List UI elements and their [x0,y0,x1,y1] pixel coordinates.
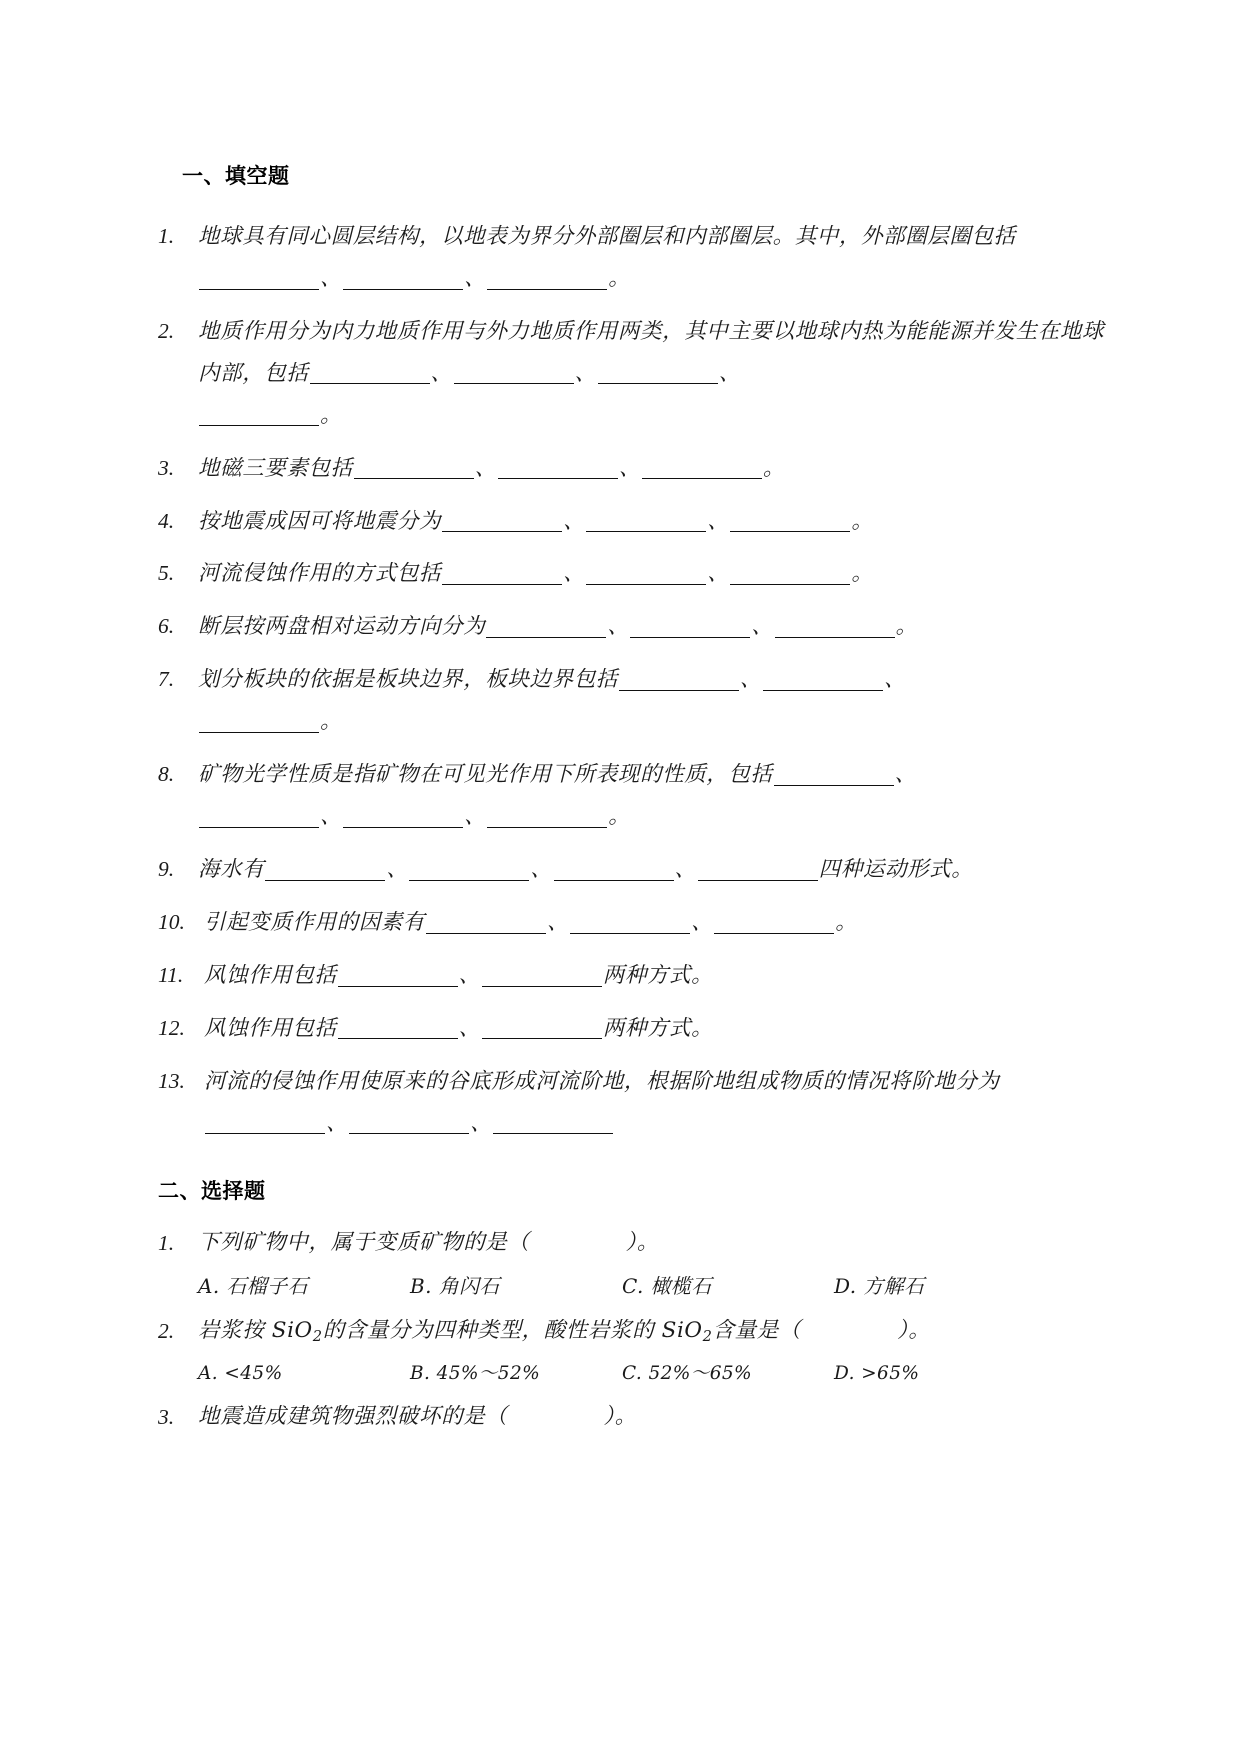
text-run: 、 [574,360,597,386]
option-d[interactable] [834,1356,919,1391]
text-run: 、 [458,1015,481,1041]
option-label: B. [410,1274,432,1299]
item-text [198,659,1108,743]
item-number: 3. [158,1405,175,1430]
text-run: 。 [608,265,631,291]
answer-blank[interactable] [409,857,529,881]
option-label: D. [834,1274,857,1299]
answer-blank[interactable] [730,509,850,533]
option-row [198,1356,1108,1391]
item-text [198,606,1108,648]
item-number: 8. [158,762,175,787]
answer-blank[interactable] [698,857,818,881]
fill-in-blank-item [158,311,1108,437]
text-run: 地磁三要素包括 [198,455,353,481]
text-run: 划分板块的依据是板块边界，板块边界包括 [198,667,618,693]
text-run: 、 [607,614,630,640]
section-heading-multiple-choice: 二、选择题 [158,1178,266,1203]
text-run: 。 [851,561,874,587]
answer-blank[interactable] [482,1016,602,1040]
item-number: 5. [158,561,175,586]
item-number: 2. [158,318,175,343]
answer-blank[interactable] [205,1111,325,1135]
answer-blank[interactable] [349,1111,469,1135]
fill-in-blank-item [158,448,1108,490]
option-text: 52%～65% [648,1363,753,1385]
text-run: 、 [563,561,586,587]
item-number: 1. [158,1230,175,1255]
answer-blank[interactable] [426,910,546,934]
item-text [198,849,1108,891]
option-label: D. [834,1363,855,1385]
item-number: 4. [158,508,175,533]
item-text [204,1008,1108,1050]
answer-blank[interactable] [586,562,706,586]
multiple-choice-item [158,1311,1108,1352]
answer-blank[interactable] [619,667,739,691]
item-number: 10. [158,909,185,934]
answer-blank[interactable] [554,857,674,881]
subscript: 2 [702,1328,713,1346]
answer-parenthesis-space[interactable] [530,1223,626,1264]
text-run: 海水有 [198,856,265,882]
answer-blank[interactable] [199,804,319,828]
document-content [158,160,1108,1442]
fill-in-blank-item [158,902,1108,944]
item-number: 1. [158,224,175,248]
text-run: 河流侵蚀作用的方式包括 [198,561,442,587]
option-text: 石榴子石 [226,1274,308,1299]
text-run: 风蚀作用包括 [204,962,337,988]
text-run: 、 [674,856,697,882]
answer-blank[interactable] [730,562,850,586]
text-run: 断层按两盘相对运动方向分为 [198,614,486,640]
option-label: C. [622,1363,643,1385]
stem-run: ）。 [625,1229,659,1255]
text-run: 、 [707,561,730,587]
text-run: 、 [547,909,570,935]
stem-run: 含量是（ [712,1318,801,1344]
option-label: A. [198,1363,219,1385]
answer-blank[interactable] [774,762,894,786]
answer-blank[interactable] [763,667,883,691]
text-run: 、 [326,1110,349,1136]
item-number: 11. [158,962,184,987]
text-run: 、 [474,455,497,481]
text-run: 地质作用分为内力地质作用与外力地质作用两类，其中主要以地球内热为能能源并发生在地球内部，包括 [198,318,1105,386]
text-run: 、 [751,614,774,640]
answer-blank[interactable] [442,509,562,533]
stem-run: 下列矿物中，属于变质矿物的是（ [198,1229,530,1255]
text-run: 、 [470,1110,493,1136]
answer-blank[interactable] [199,403,319,427]
answer-blank[interactable] [343,266,463,290]
multiple-choice-list [158,1223,1108,1439]
answer-blank[interactable] [642,456,762,480]
option-a[interactable] [198,1356,410,1391]
answer-parenthesis-space[interactable] [801,1311,897,1352]
option-text: 方解石 [863,1274,925,1299]
answer-blank[interactable] [586,509,706,533]
option-a[interactable] [198,1267,410,1305]
text-run: 风蚀作用包括 [204,1015,337,1041]
fill-in-blank-item [158,955,1108,997]
fill-in-blank-item [158,659,1108,743]
text-run: 。 [320,709,343,735]
text-run: 、 [894,762,917,788]
option-d[interactable] [834,1267,924,1305]
fill-in-blank-item [158,849,1108,891]
item-number: 7. [158,667,175,692]
item-stem [198,1397,1108,1438]
option-row [198,1267,1108,1305]
option-text: 角闪石 [438,1274,500,1299]
answer-blank[interactable] [354,456,474,480]
fill-in-blank-item [158,501,1108,543]
item-text [198,448,1108,490]
item-text [204,955,1108,997]
text-run: 。 [320,402,343,428]
text-run: 、 [464,265,487,291]
answer-blank[interactable] [338,963,458,987]
text-run: 、 [691,909,714,935]
answer-blank[interactable] [482,963,602,987]
item-text [198,501,1108,543]
item-text [198,216,1108,300]
text-run: 、 [320,804,343,830]
text-run: 、 [530,856,553,882]
text-run: 。 [895,614,918,640]
fill-in-blank-item [158,216,1108,300]
option-text: <45% [224,1363,283,1385]
text-run: 、 [320,265,343,291]
stem-run: ）。 [603,1404,637,1430]
text-run: 、 [458,962,481,988]
text-run: 。 [608,804,631,830]
answer-blank[interactable] [630,615,750,639]
answer-blank[interactable] [199,266,319,290]
item-number: 2. [158,1319,175,1344]
answer-blank[interactable] [487,266,607,290]
stem-run: 地震造成建筑物强烈破坏的是（ [198,1404,508,1430]
fill-in-blank-item [158,1008,1108,1050]
option-label: A. [198,1274,220,1299]
fill-in-blank-item [158,606,1108,648]
fill-in-blank-item [158,553,1108,595]
answer-blank[interactable] [493,1111,613,1135]
answer-blank[interactable] [199,709,319,733]
item-text [204,1061,1108,1145]
text-run: 按地震成因可将地震分为 [198,508,442,534]
text-run: 、 [464,804,487,830]
option-c[interactable] [622,1267,834,1305]
text-run: 。 [851,508,874,534]
multiple-choice-item [158,1223,1108,1264]
answer-blank[interactable] [714,910,834,934]
answer-blank[interactable] [570,910,690,934]
fill-in-blank-item [158,754,1108,838]
fill-in-blank-item [158,1061,1108,1145]
item-text [198,754,1108,838]
stem-run: ）。 [896,1318,931,1344]
text-run: 、 [718,360,741,386]
item-number: 9. [158,856,175,881]
text-run: 、 [707,508,730,534]
option-label: B. [410,1363,431,1385]
text-run: 四种运动形式。 [818,856,974,882]
option-text: 橄榄石 [650,1274,712,1299]
answer-blank[interactable] [338,1016,458,1040]
item-stem [198,1223,1108,1264]
option-text: 45%～52% [436,1363,541,1385]
text-run: 、 [386,856,409,882]
text-run: 河流的侵蚀作用使原来的谷底形成河流阶地，根据阶地组成物质的情况将阶地分为 [204,1068,1000,1094]
item-number: 3. [158,455,175,480]
answer-blank[interactable] [598,361,718,385]
text-run: 两种方式。 [602,962,714,988]
answer-blank[interactable] [487,804,607,828]
answer-blank[interactable] [454,361,574,385]
answer-parenthesis-space[interactable] [507,1397,603,1438]
option-label: C. [622,1274,644,1299]
item-number: 12. [158,1015,185,1040]
text-run: 两种方式。 [602,1015,714,1041]
multiple-choice-item [158,1397,1108,1438]
answer-blank[interactable] [343,804,463,828]
option-c[interactable] [622,1356,834,1391]
text-run: 地球具有同心圆层结构，以地表为界分外部圈层和内部圈层。其中，外部圈层圈包括 [198,224,1016,249]
text-run: 、 [563,508,586,534]
answer-blank[interactable] [498,456,618,480]
text-run: 。 [835,909,858,935]
answer-blank[interactable] [442,562,562,586]
option-text: >65% [861,1363,920,1385]
section-heading-fill-in-blank: 一、填空题 [182,164,290,188]
answer-blank[interactable] [775,615,895,639]
answer-blank[interactable] [486,615,606,639]
stem-run: 的含量分为四种类型，酸性岩浆的 SiO [322,1318,703,1344]
item-text [198,311,1108,437]
text-run: 、 [618,455,641,481]
text-run: 引起变质作用的因素有 [204,909,426,935]
text-run: 。 [762,455,786,481]
text-run: 、 [884,667,907,693]
answer-blank[interactable] [265,857,385,881]
text-run: 矿物光学性质是指矿物在可见光作用下所表现的性质，包括 [198,762,773,788]
item-stem [198,1311,1108,1352]
option-b[interactable] [410,1267,622,1305]
text-run: 、 [739,667,763,693]
option-b[interactable] [410,1356,622,1391]
item-text [204,902,1108,944]
text-run: 、 [430,360,453,386]
answer-blank[interactable] [310,361,430,385]
item-number: 6. [158,614,175,639]
item-text [198,553,1108,595]
item-number: 13. [158,1068,185,1093]
fill-in-blank-list [158,216,1108,1145]
subscript: 2 [312,1328,323,1346]
stem-run: 岩浆按 SiO [198,1318,313,1344]
